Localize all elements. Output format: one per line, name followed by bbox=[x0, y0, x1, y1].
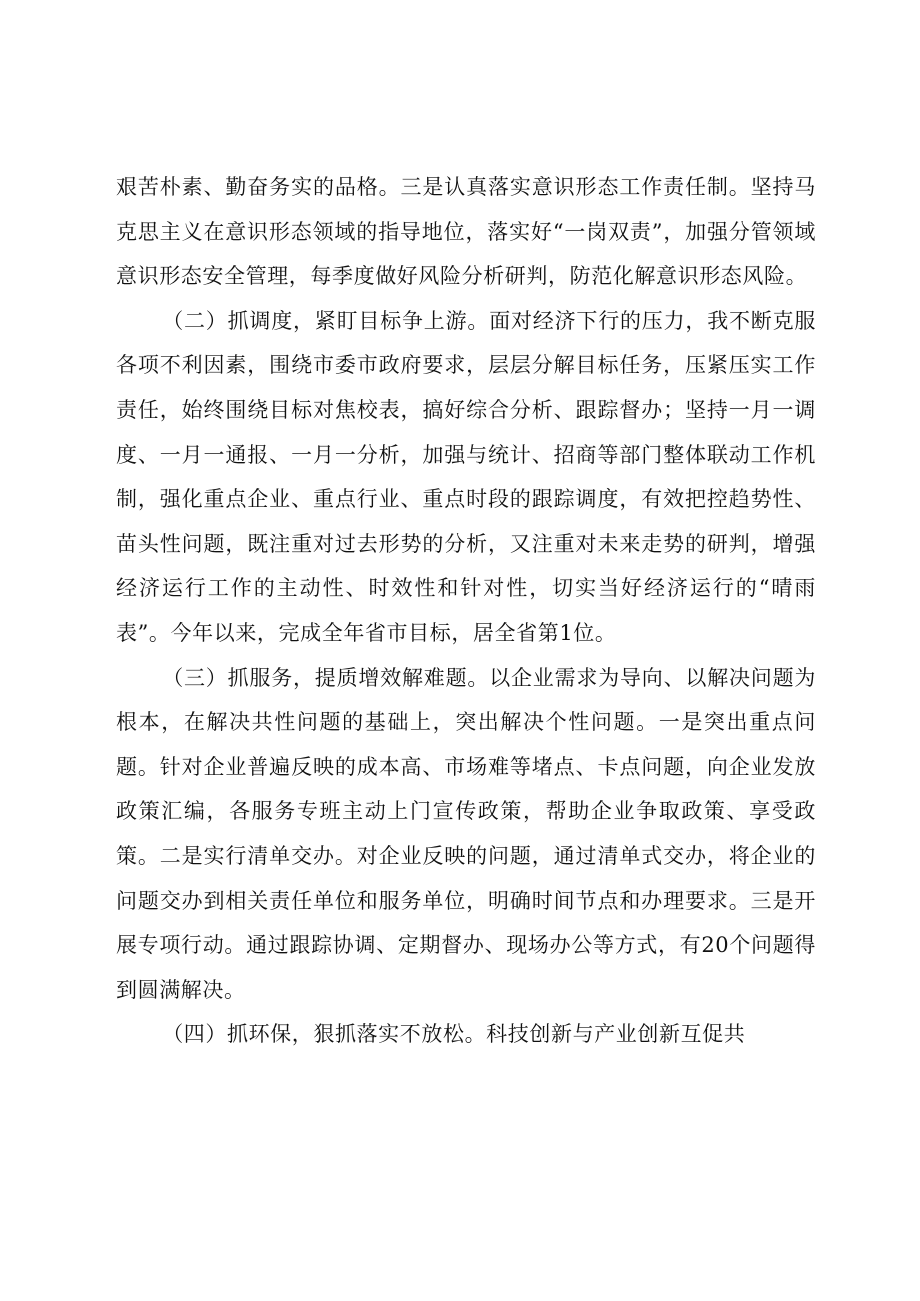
paragraph-section-3: （三）抓服务，提质增效解难题。以企业需求为导向、以解决问题为根本，在解决共性问题的基础上，突出解决个性问题。一是突出重点问题。针对企业普遍反映的成本高、市场难等堵点、卡点问题，向企业发放政策汇编，各服务专班主动上门宣传政策，帮助企业争取政策、享受政策。二是实行清单交办。对企业反映的问题，通过清单式交办，将企业的问题交办到相关责任单位和服务单位，明确时间节点和办理要求。三是开展专项行动。通过跟踪协调、定期督办、现场办公等方式，有20个问题得到圆满解决。 bbox=[116, 665, 816, 1002]
paragraph-continuation: 艰苦朴素、勤奋务实的品格。三是认真落实意识形态工作责任制。坚持马克思主义在意识形态领域的指导地位，落实好“一岗双责”，加强分管领域意识形态安全管理，每季度做好风险分析研判，防范化解意识形态风险。 bbox=[116, 175, 816, 289]
document-body bbox=[116, 165, 816, 1057]
paragraph-section-2: （二）抓调度，紧盯目标争上游。面对经济下行的压力，我不断克服各项不利因素，围绕市委市政府要求，层层分解目标任务，压紧压实工作责任，始终围绕目标对焦校表，搞好综合分析、跟踪督办；坚持一月一调度、一月一通报、一月一分析，加强与统计、招商等部门整体联动工作机制，强化重点企业、重点行业、重点时段的跟踪调度，有效把控趋势性、苗头性问题，既注重对过去形势的分析，又注重对未来走势的研判，增强经济运行工作的主动性、时效性和针对性，切实当好经济运行的“晴雨表”。今年以来，完成全年省市目标，居全省第1位。 bbox=[116, 308, 816, 645]
paragraph-section-4: （四）抓环保，狠抓落实不放松。科技创新与产业创新互促共 bbox=[162, 1022, 746, 1047]
